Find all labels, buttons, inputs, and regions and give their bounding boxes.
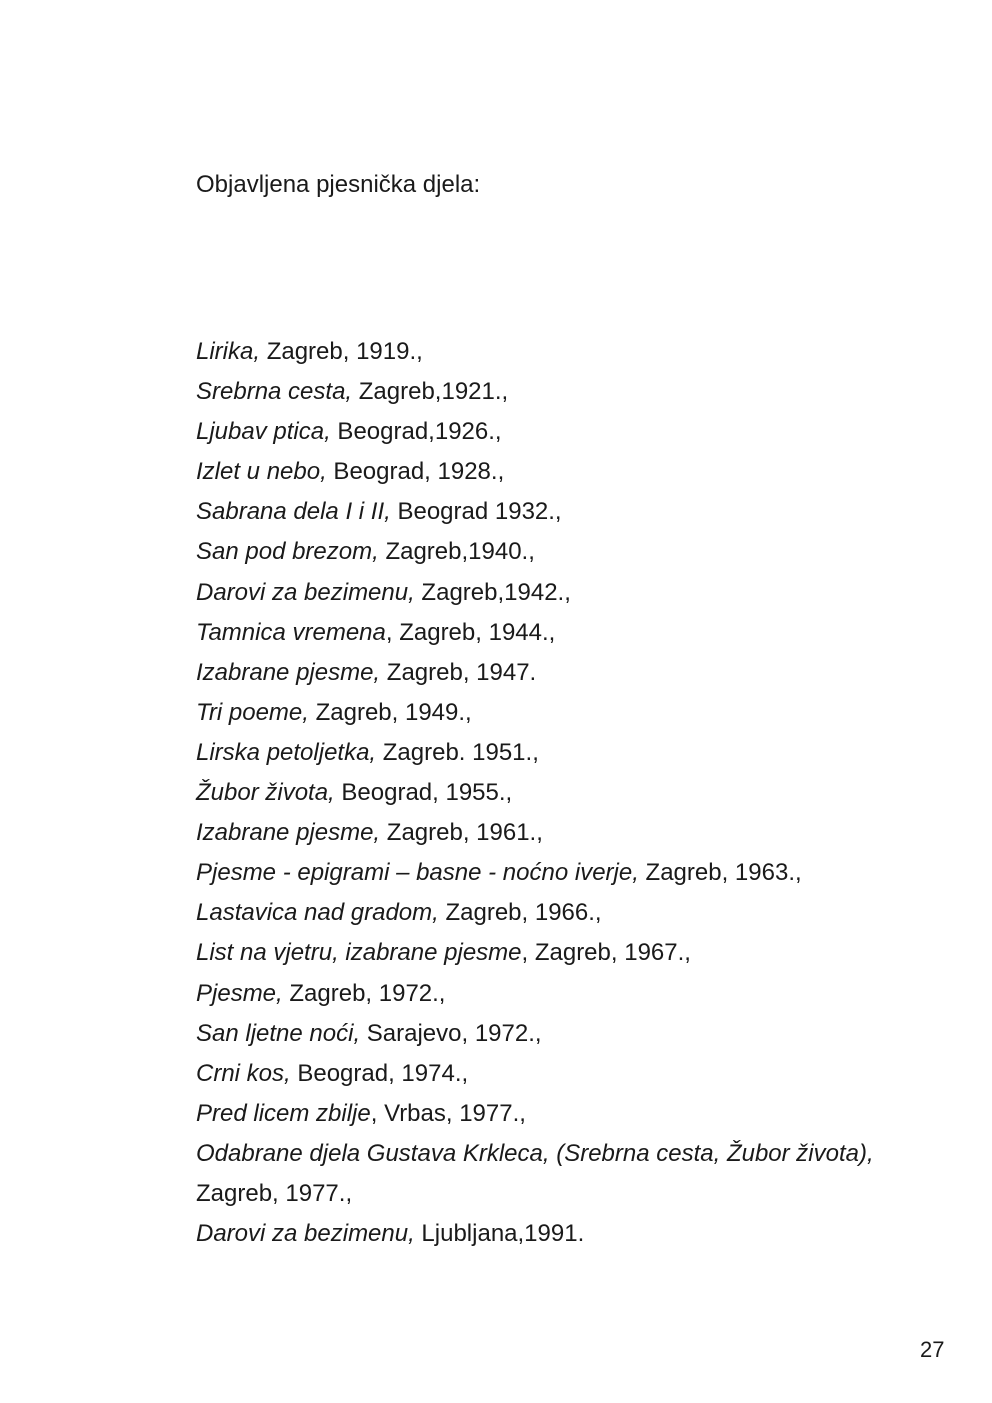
work-entry (196, 733, 916, 773)
work-entry (196, 933, 916, 973)
work-details: Zagreb, 1947. (380, 658, 537, 686)
work-entry (196, 773, 916, 813)
work-details: Zagreb, 1963., (638, 859, 802, 887)
work-entry (196, 1054, 916, 1094)
work-details: Zagreb,1921., (352, 378, 509, 406)
work-details: Zagreb, 1961., (380, 819, 543, 847)
work-details: Zagreb, 1977., (196, 1179, 353, 1207)
work-details: Beograd,1926., (330, 418, 502, 446)
work-details: Zagreb,1940., (378, 538, 535, 566)
work-title: Lastavica nad gradom, (196, 899, 439, 927)
work-title: Ljubav ptica, (196, 418, 331, 446)
work-title: Odabrane djela Gustava Krkleca, (Srebrna cesta, Žubor života), (196, 1139, 874, 1167)
work-entry (196, 613, 916, 653)
work-title: List na vjetru, izabrane pjesme (196, 939, 522, 967)
work-entry (196, 693, 916, 733)
work-title: Tamnica vremena (196, 618, 386, 646)
work-title: Lirika, (196, 338, 261, 365)
work-details: , Zagreb, 1944., (385, 618, 556, 646)
work-title: Sabrana dela I i II, (196, 498, 391, 526)
work-entry (196, 573, 916, 613)
work-entry (196, 653, 916, 693)
work-entry (196, 893, 916, 933)
work-details: , Vrbas, 1977., (370, 1099, 526, 1127)
work-title: Darovi za bezimenu, (196, 578, 415, 606)
work-title: Lirska petoljetka, (196, 738, 377, 766)
work-details: Ljubljana,1991. (414, 1220, 585, 1248)
work-title: Darovi za bezimenu, (196, 1220, 415, 1248)
work-title: Tri poeme, (196, 698, 309, 726)
work-title: Pred licem zbilje (196, 1099, 371, 1127)
work-entry (196, 1214, 916, 1254)
work-title: Pjesme - epigrami – basne - noćno iverje, (196, 859, 639, 887)
work-title: San pod brezom, (196, 538, 379, 566)
works-list (196, 332, 916, 1254)
page-number: 27 (920, 1337, 945, 1362)
work-details: Beograd, 1928., (326, 458, 505, 486)
work-title: Izlet u nebo, (196, 458, 327, 486)
work-details: Sarajevo, 1972., (360, 1019, 542, 1047)
work-details: Beograd, 1955., (334, 779, 513, 807)
work-details: , Zagreb, 1967., (521, 939, 691, 967)
section-heading: Objavljena pjesnička djela: (196, 171, 481, 198)
work-title: Crni kos, (196, 1059, 291, 1087)
work-entry (196, 1014, 916, 1054)
work-details: Zagreb, 1972., (282, 979, 446, 1007)
work-entry (196, 813, 916, 853)
work-entry (196, 1094, 916, 1134)
work-details: Zagreb,1942., (414, 578, 571, 606)
work-entry (196, 532, 916, 572)
work-entry (196, 412, 916, 452)
work-entry (196, 853, 916, 893)
work-title: Srebrna cesta, (196, 378, 353, 406)
work-details: Zagreb, 1966., (438, 899, 602, 927)
work-entry (196, 492, 916, 532)
work-entry (196, 332, 916, 372)
work-entry (196, 974, 916, 1014)
work-details: Zagreb, 1919., (260, 338, 423, 365)
work-entry (196, 452, 916, 492)
work-title: San ljetne noći, (196, 1019, 361, 1047)
work-title: Izabrane pjesme, (196, 658, 381, 686)
work-title: Izabrane pjesme, (196, 819, 381, 847)
work-entry (196, 1134, 896, 1214)
work-title: Pjesme, (196, 979, 283, 1007)
work-details: Zagreb, 1949., (308, 698, 472, 726)
work-title: Žubor života, (196, 779, 335, 807)
work-details: Beograd, 1974., (290, 1059, 469, 1087)
work-details: Beograd 1932., (390, 498, 562, 526)
work-entry (196, 372, 916, 412)
work-details: Zagreb. 1951., (376, 738, 539, 766)
